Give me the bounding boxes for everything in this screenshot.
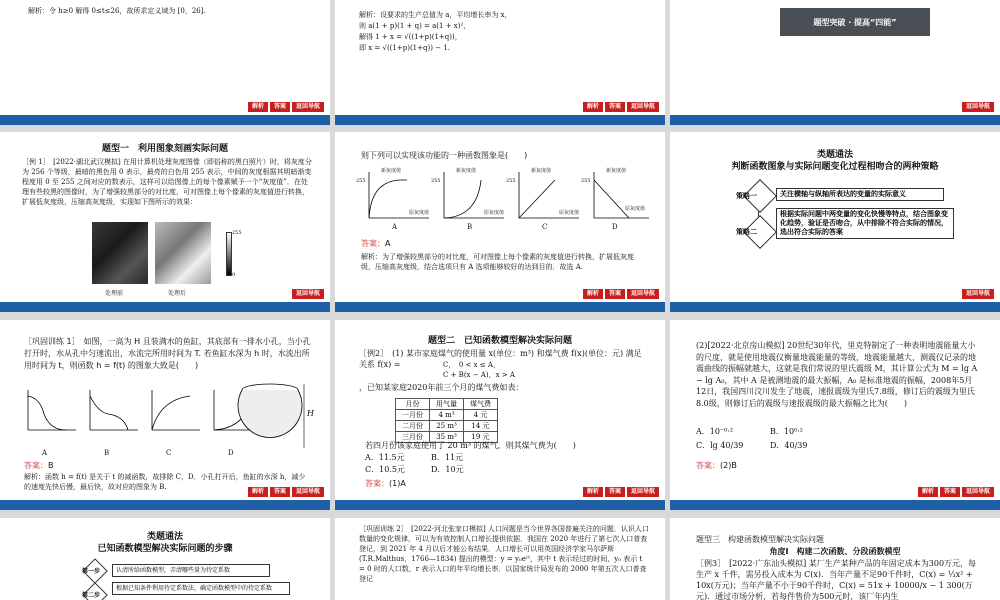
option-b[interactable]: B bbox=[467, 223, 473, 231]
option-d[interactable]: D bbox=[612, 223, 618, 231]
answer-value: (2)B bbox=[720, 461, 737, 470]
y-axis-label-a: 新灰度值 bbox=[381, 168, 402, 174]
slide-10[interactable] bbox=[0, 518, 330, 600]
slide-8-question-1b: ，已知某家庭2020年前三个月的煤气费如表： bbox=[359, 383, 524, 392]
slide-6[interactable] bbox=[670, 132, 1000, 312]
slide-7[interactable] bbox=[0, 320, 330, 510]
slide-5-question: 则下列可以实现该功能的一种函数图象是( ) bbox=[361, 151, 528, 160]
case-1: C， 0 < x ≤ A， bbox=[443, 361, 500, 369]
image-before bbox=[92, 222, 148, 284]
slide-11-body: ［巩固训练 2］ [2022·河北张家口模拟] 人口问题是当今世界各国普遍关注的问题．认识人口数量的变化规律，可以为有效控制人口增长提供依据．我国在 2020 年进行了第七次人口普查登记，到 2021 年 4 月以后才能公布结果．人口增长可以用英国经济学家马尔萨斯 (T.R.Malthus，1766—1834) 提出的模型：y = y₀eʳᵗ，其中 t 表示经过的时间，y₀ 表示 t = 0 时的人口数，r 表示人口的年平均增长率．以国家统计局发布的 2000 年第五次人口普查登记 bbox=[359, 525, 649, 583]
step-1-box: 认清所给函数模型，弄清哪些量为待定系数 bbox=[112, 564, 270, 577]
table-cell: 4 元 bbox=[464, 410, 498, 421]
strategy-1-label: 策略一 bbox=[736, 192, 757, 200]
graph-c[interactable] bbox=[152, 390, 200, 430]
slide-10-heading-1: 类题通法 bbox=[146, 532, 183, 542]
slide-6-heading-1: 类题通法 bbox=[816, 150, 853, 160]
answer-button[interactable]: 答案 bbox=[270, 487, 290, 497]
slide-9-body: (2)[2022·北京房山模拟] 20世纪30年代，里克特制定了一种表明地震能量大小的尺度，就是使用地震仪衡量地震能量的等级，地震能量越大，测震仪记录的地震曲线的振幅就越大，这就是我们常说的里氏震级 M，其计算公式为 M = lg A − lg A₀，其中 A 是被测地震的最大振幅，A₀ 是标准地震的振幅，2008年5月12日，我国四川汶川发生了地震，速报震级为里氏7.8级，修订后的震级为里氏8.0级，则修订后的震级与速报震级的最大振幅之比为( ) bbox=[696, 341, 978, 408]
table-cell: 25 m³ bbox=[430, 421, 464, 432]
slide-12-subtitle: 角度Ⅰ 构建二次函数、分段函数模型 bbox=[769, 547, 901, 556]
slide-4[interactable] bbox=[0, 132, 330, 312]
step-2-box: 根据已知条件利用待定系数法，确定函数模型中的待定系数 bbox=[112, 582, 290, 595]
slide-2-line-2: 则 a(1 + p)(1 + q) = a(1 + x)²， bbox=[359, 22, 471, 30]
slide-7-question: ［巩固训练 1］ 如图，一高为 H 且装满水的鱼缸，其底部有一排水小孔，当小孔打开时，水从孔中匀速流出，水流完所用时间为 T. 若鱼缸水深为 h 时，水流出所用时间为 t，则函数 h = f(t) 的图象大致是( ) bbox=[24, 337, 311, 370]
slide-6-nav bbox=[962, 289, 994, 299]
analysis-button[interactable]: 解析 bbox=[248, 102, 268, 112]
slide-8-nav bbox=[583, 487, 659, 497]
back-nav-button[interactable]: 返回导航 bbox=[292, 289, 324, 299]
slide-1-analysis: 解析：令 h≥0 解得 0≤t≤26，故所求定义域为 [0，26]. bbox=[28, 7, 206, 15]
slide-12[interactable] bbox=[670, 518, 1000, 600]
back-nav-button[interactable]: 返回导航 bbox=[962, 487, 994, 497]
slide-12-body: ［例3］ [2022·广东汕头模拟] 某厂生产某种产品的年固定成本为300万元，每生产 x 千件，需另投入成本为 C(x)．当年产量不足90千件时，C(x) = ⅓x² + 10x(万元)；当年产量不小于90千件时，C(x) = 51x + 10000/x − 1 300(万元)．通过市场分析，若每件售价为500元时，该厂年内生 bbox=[696, 559, 977, 600]
strategy-2-box: 根据实际问题中两变量的变化快慢等特点，结合图象变化趋势，验证是否吻合，从中排除不符合实际的情况，选出符合实际的答案 bbox=[776, 208, 954, 239]
table-cell: 19 元 bbox=[464, 432, 498, 443]
answer-value: (1)A bbox=[389, 479, 406, 488]
slide-bar bbox=[335, 115, 665, 125]
slide-10-heading-2: 已知函数模型解决实际问题的步骤 bbox=[97, 544, 233, 554]
piecewise-function bbox=[443, 360, 515, 380]
slide-6-heading-2: 判断函数图象与实际问题变化过程相吻合的两种策略 bbox=[731, 162, 939, 172]
table-cell: 一月份 bbox=[396, 410, 430, 421]
strategy-2-label: 策略二 bbox=[736, 228, 757, 236]
slide-12-title: 题型三 构建函数模型解决实际问题 bbox=[696, 535, 824, 544]
slide-bar bbox=[0, 115, 330, 125]
option-a[interactable]: A．10⁻⁰·² bbox=[696, 427, 734, 436]
answer-value: B bbox=[48, 461, 54, 470]
case-2: C + B(x − A)，x > A bbox=[443, 371, 515, 379]
graph-b[interactable] bbox=[90, 390, 138, 430]
answer-label: 答案： bbox=[696, 461, 720, 470]
y-tick-b: 255 bbox=[431, 178, 441, 184]
slide-7-analysis: 解析：函数 h = f(t) 是关于 t 的减函数，故排除 C，D．小孔打开后，鱼缸的水深 h，减少的速度先快后慢，最后快，故对应的图象为 B. bbox=[24, 473, 306, 491]
option-c[interactable]: C bbox=[166, 449, 172, 457]
slide-8-question-1: ［例2］ (1) 某市家庭煤气的使用量 x(单位：m³) 和煤气费 f(x)(单位：元) 满足关系 f(x) = bbox=[359, 349, 642, 369]
table-header: 月份 bbox=[396, 399, 430, 410]
strategy-1-box: 关注横轴与纵轴所表达的变量的实际意义 bbox=[776, 188, 944, 201]
slide-4-title: 题型一 利用图象刻画实际问题 bbox=[101, 144, 228, 154]
height-label: H bbox=[307, 409, 314, 418]
answer-button[interactable]: 答案 bbox=[605, 102, 625, 112]
analysis-button[interactable]: 解析 bbox=[583, 487, 603, 497]
answer-button[interactable]: 答案 bbox=[605, 487, 625, 497]
slide-2-line-1: 解析：设要求的生产总值为 a，平均增长率为 x， bbox=[359, 11, 512, 19]
table-header-row bbox=[396, 399, 498, 410]
slide-2[interactable] bbox=[335, 0, 665, 125]
slide-5-analysis: 解析：为了增强较黑部分的对比度，可对图像上每个像素的灰度值进行转换，扩展低灰度级，压缩高灰度级，结合选项只有 A 选项能够较好的达到目的．故选 A. bbox=[361, 253, 634, 271]
option-b[interactable]: B．10⁰·² bbox=[770, 427, 804, 436]
scale-bottom: 0 bbox=[232, 272, 236, 278]
slide-bar bbox=[670, 302, 1000, 312]
slide-8-question-2: 若四月份该家庭使用了 20 m³ 的煤气，则其煤气费为( ) bbox=[365, 441, 576, 450]
slide-bar bbox=[0, 302, 330, 312]
slide-8[interactable] bbox=[335, 320, 665, 510]
table-cell: 35 m³ bbox=[430, 432, 464, 443]
answer-label: 答案： bbox=[365, 479, 389, 488]
analysis-button[interactable]: 解析 bbox=[583, 102, 603, 112]
analysis-button[interactable]: 解析 bbox=[583, 289, 603, 299]
slide-8-title: 题型二 已知函数模型解决实际问题 bbox=[427, 336, 572, 346]
slide-bar bbox=[335, 302, 665, 312]
slide-bar bbox=[670, 500, 1000, 510]
graph-a[interactable] bbox=[28, 390, 76, 430]
table-row bbox=[396, 410, 498, 421]
step-1-label: 第一步 bbox=[82, 568, 101, 575]
slide-7-nav bbox=[248, 487, 324, 497]
analysis-button[interactable]: 解析 bbox=[918, 487, 938, 497]
table-header: 用气量 bbox=[430, 399, 464, 410]
scale-top: 255 bbox=[232, 230, 242, 236]
table-row bbox=[396, 421, 498, 432]
step-2-label: 第二步 bbox=[82, 592, 101, 599]
fish-tank-figure bbox=[232, 376, 312, 452]
section-banner[interactable]: 题型突破 · 提高“四能” bbox=[780, 8, 930, 36]
table-cell: 三月份 bbox=[396, 432, 430, 443]
option-a[interactable]: A bbox=[392, 223, 398, 231]
graph-options bbox=[359, 168, 649, 234]
back-nav-button[interactable]: 返回导航 bbox=[292, 102, 324, 112]
option-c[interactable]: C．10.5元 bbox=[365, 465, 405, 474]
slide-bar bbox=[670, 115, 1000, 125]
answer-button[interactable]: 答案 bbox=[940, 487, 960, 497]
answer-label: 答案： bbox=[24, 461, 48, 470]
y-axis-label-b: 新灰度值 bbox=[456, 168, 477, 174]
table-cell: 14 元 bbox=[464, 421, 498, 432]
option-a[interactable]: A bbox=[42, 449, 48, 457]
slide-bar bbox=[0, 500, 330, 510]
option-d[interactable]: D bbox=[228, 449, 234, 457]
y-axis-label-d: 新灰度值 bbox=[606, 168, 627, 174]
slide-2-line-3: 解得 1 + x = √((1+p)(1+q))， bbox=[359, 33, 462, 41]
table-header: 煤气费 bbox=[464, 399, 498, 410]
x-axis-label-b: 原灰度值 bbox=[484, 210, 505, 216]
back-nav-button[interactable]: 返回导航 bbox=[962, 102, 994, 112]
y-tick-c: 255 bbox=[506, 178, 516, 184]
slide-2-line-4: 即 x = √((1+p)(1+q)) − 1. bbox=[359, 44, 450, 52]
slide-2-nav bbox=[583, 102, 659, 112]
answer-value: A bbox=[385, 239, 391, 248]
y-tick-a: 255 bbox=[356, 178, 366, 184]
back-nav-button[interactable]: 返回导航 bbox=[627, 487, 659, 497]
answer-button[interactable]: 答案 bbox=[270, 102, 290, 112]
back-nav-button[interactable]: 返回导航 bbox=[627, 102, 659, 112]
before-label: 处理前 bbox=[105, 290, 124, 297]
option-b[interactable]: B bbox=[104, 449, 110, 457]
x-axis-label-c: 原灰度值 bbox=[559, 210, 580, 216]
back-nav-button[interactable]: 返回导航 bbox=[292, 487, 324, 497]
answer-label: 答案： bbox=[361, 239, 385, 248]
image-after bbox=[155, 222, 211, 284]
option-d[interactable]: D．10元 bbox=[431, 465, 464, 474]
option-b[interactable]: B．11元 bbox=[431, 453, 464, 462]
after-label: 处理后 bbox=[168, 290, 187, 297]
answer-button[interactable]: 答案 bbox=[605, 289, 625, 299]
option-c[interactable]: C．lg 40/39 bbox=[696, 441, 744, 450]
slide-4-nav bbox=[292, 289, 324, 299]
gas-fee-table bbox=[395, 398, 498, 443]
back-nav-button[interactable]: 返回导航 bbox=[627, 289, 659, 299]
slide-3-nav bbox=[962, 102, 994, 112]
slide-3[interactable] bbox=[670, 0, 1000, 125]
slide-4-body: ［例 1］ [2022·湖北武汉模拟] 在用计算机处理灰度图像（即俗称的黑白照片）时，将灰度分为 256 个等级，最暗的黑色用 0 表示，最亮的白色用 255 表示，中间的灰度根据其明暗渐变程度用 0 至 255 之间对应的数表示，这样可以给图像上的每个像素赋予一个“灰度值”．在处理有些较黑的图像时，为了增强较黑部分的对比度，可对图像上每个像素的灰度值进行转换，扩展低灰度级，压缩高灰度级，实现如下图所示的效果： bbox=[22, 158, 312, 206]
slide-9-nav bbox=[918, 487, 994, 497]
option-c[interactable]: C bbox=[542, 223, 548, 231]
slide-5-nav bbox=[583, 289, 659, 299]
slide-9[interactable] bbox=[670, 320, 1000, 510]
slide-bar bbox=[335, 500, 665, 510]
y-axis-label-c: 新灰度值 bbox=[531, 168, 552, 174]
slide-11[interactable] bbox=[335, 518, 665, 600]
slide-5[interactable] bbox=[335, 132, 665, 312]
option-d[interactable]: D．40/39 bbox=[770, 441, 808, 450]
back-nav-button[interactable]: 返回导航 bbox=[962, 289, 994, 299]
option-a[interactable]: A．11.5元 bbox=[365, 453, 405, 462]
y-tick-d: 255 bbox=[581, 178, 591, 184]
slide-1[interactable] bbox=[0, 0, 330, 125]
table-cell: 4 m³ bbox=[430, 410, 464, 421]
analysis-button[interactable]: 解析 bbox=[248, 487, 268, 497]
x-axis-label-d: 原灰度值 bbox=[625, 206, 646, 212]
x-axis-label-a: 原灰度值 bbox=[409, 210, 430, 216]
table-cell: 二月份 bbox=[396, 421, 430, 432]
slide-1-nav bbox=[248, 102, 324, 112]
